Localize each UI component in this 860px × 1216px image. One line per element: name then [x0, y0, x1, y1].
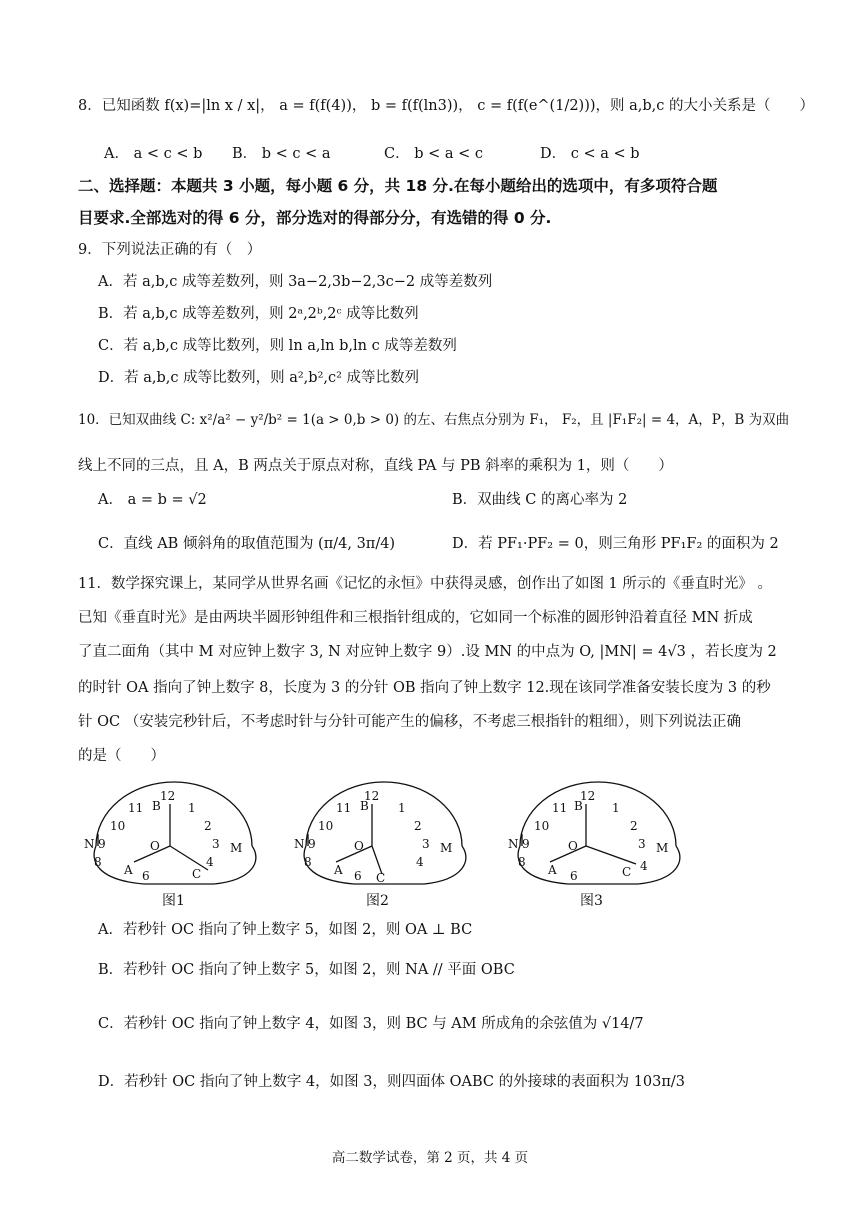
label-c: C: [192, 867, 202, 881]
q9-option-c: C．若 a,b,c 成等比数列，则 ln a,ln b,ln c 成等差数列: [98, 338, 457, 354]
label-n: N: [508, 837, 519, 851]
clock-figure-2: [294, 780, 474, 890]
q11-option-d: D．若秒针 OC 指向了钟上数字 4，如图 3，则四面体 OABC 的外接球的表面积为 103π/3: [98, 1074, 686, 1090]
label-a: A: [124, 863, 133, 877]
section2-line2: 目要求.全部选对的得 6 分，部分选对的得部分分，有选错的得 0 分.: [78, 209, 552, 227]
num-8: 8: [518, 855, 526, 869]
num-6: 6: [142, 869, 150, 883]
q11-line-4: 的时针 OA 指向了钟上数字 8，长度为 3 的分针 OB 指向了钟上数字 12.现在该同学准备安装长度为 3 的秒: [78, 680, 771, 696]
num-12: 12: [580, 789, 596, 803]
q8-stem: 8．已知函数 f(x)=|ln x / x|， a = f(f(4))， b = f(f(ln3))， c = f(f(e^(1/2)))，则 a,b,c 的大小关系是（ ）: [78, 98, 815, 114]
num-2: 2: [630, 819, 638, 833]
num-11: 11: [128, 801, 144, 815]
q11-line-5: 针 OC （安装完秒针后，不考虑时针与分针可能产生的偏移，不考虑三根指针的粗细），则下列说法正确: [78, 714, 741, 730]
figure-caption-3: 图3: [580, 893, 603, 909]
num-4: 4: [416, 855, 424, 869]
clock-upper-semicircle: [306, 782, 462, 846]
label-a: A: [334, 863, 343, 877]
second-hand-oc: [372, 846, 382, 874]
num-1: 1: [188, 801, 196, 815]
q11-option-b: B．若秒针 OC 指向了钟上数字 5，如图 2，则 NA // 平面 OBC: [98, 962, 515, 978]
page-footer: 高二数学试卷，第 2 页，共 4 页: [331, 1150, 529, 1166]
num-9: 9: [522, 837, 530, 851]
num-6: 6: [570, 869, 578, 883]
num-4: 4: [640, 859, 648, 873]
q10-stem-2: 线上不同的三点，且 A，B 两点关于原点对称，直线 PA 与 PB 斜率的乘积为 1，则（ ）: [78, 458, 673, 474]
num-1: 1: [612, 801, 620, 815]
q11-line-2: 已知《垂直时光》是由两块半圆形钟组件和三根指针组成的，它如同一个标准的圆形钟沿着直径 MN 折成: [78, 610, 753, 626]
second-hand-oc: [586, 846, 636, 864]
label-o: O: [354, 839, 364, 853]
q11-line-6: 的是（ ）: [78, 748, 165, 764]
q9-stem: 9．下列说法正确的有（ ）: [78, 242, 262, 258]
clock-upper-semicircle: [520, 782, 676, 846]
label-m: M: [440, 841, 453, 855]
q10-stem-1: 10．已知双曲线 C: x²/a² − y²/b² = 1(a > 0,b > 0) 的左、右焦点分别为 F₁， F₂，且 |F₁F₂| = 4，A，P，B 为双曲: [78, 412, 790, 428]
label-o: O: [568, 839, 578, 853]
num-9: 9: [98, 837, 106, 851]
num-2: 2: [204, 819, 212, 833]
num-8: 8: [94, 855, 102, 869]
label-m: M: [230, 841, 243, 855]
q10-option-b: B．双曲线 C 的离心率为 2: [452, 492, 628, 508]
num-2: 2: [414, 819, 422, 833]
clock-figure-3: [508, 780, 688, 890]
num-6: 6: [354, 869, 362, 883]
label-a: A: [548, 863, 557, 877]
num-3: 3: [638, 837, 646, 851]
figure-caption-1: 图1: [162, 893, 185, 909]
num-1: 1: [398, 801, 406, 815]
q8-option-a: A． a < c < b: [104, 146, 203, 162]
q10-option-d: D．若 PF₁·PF₂ = 0，则三角形 PF₁F₂ 的面积为 2: [452, 536, 779, 552]
num-12: 12: [364, 789, 380, 803]
label-m: M: [656, 841, 669, 855]
clock-figure-1: [84, 780, 264, 890]
label-c: C: [376, 871, 386, 885]
num-8: 8: [304, 855, 312, 869]
q10-option-c: C．直线 AB 倾斜角的取值范围为 (π/4, 3π/4): [98, 536, 396, 552]
label-n: N: [294, 837, 305, 851]
num-12: 12: [160, 789, 176, 803]
num-4: 4: [206, 855, 214, 869]
q8-option-b: B． b < c < a: [232, 146, 331, 162]
second-hand-oc: [170, 846, 208, 870]
q11-line-3: 了直二面角（其中 M 对应钟上数字 3, N 对应钟上数字 9）.设 MN 的中点为 O, |MN| = 4√3 ，若长度为 2: [78, 644, 777, 660]
q9-option-d: D．若 a,b,c 成等比数列，则 a²,b²,c² 成等比数列: [98, 370, 420, 386]
q8-option-d: D． c < a < b: [540, 146, 640, 162]
label-o: O: [150, 839, 160, 853]
q9-option-a: A．若 a,b,c 成等差数列，则 3a−2,3b−2,3c−2 成等差数列: [98, 274, 493, 290]
label-b: B: [152, 799, 161, 813]
section2-line1: 二、选择题：本题共 3 小题，每小题 6 分，共 18 分.在每小题给出的选项中，有多项符合题: [78, 177, 718, 195]
q11-option-c: C．若秒针 OC 指向了钟上数字 4，如图 3，则 BC 与 AM 所成角的余弦值为 √14/7: [98, 1016, 644, 1032]
q10-option-a: A． a = b = √2: [98, 492, 207, 508]
label-n: N: [84, 837, 95, 851]
num-10: 10: [318, 819, 334, 833]
num-11: 11: [552, 801, 568, 815]
label-b: B: [574, 799, 583, 813]
num-9: 9: [308, 837, 316, 851]
q11-option-a: A．若秒针 OC 指向了钟上数字 5，如图 2，则 OA ⊥ BC: [98, 922, 473, 938]
figure-caption-2: 图2: [366, 893, 389, 909]
num-10: 10: [534, 819, 550, 833]
q8-option-c: C． b < a < c: [384, 146, 483, 162]
q11-line-1: 11．数学探究课上，某同学从世界名画《记忆的永恒》中获得灵感，创作出了如图 1 所示的《垂直时光》 。: [78, 576, 772, 592]
label-c: C: [622, 865, 632, 879]
q9-option-b: B．若 a,b,c 成等差数列，则 2ᵃ,2ᵇ,2ᶜ 成等比数列: [98, 306, 419, 322]
num-11: 11: [336, 801, 352, 815]
num-3: 3: [212, 837, 220, 851]
label-b: B: [360, 799, 369, 813]
num-3: 3: [422, 837, 430, 851]
num-10: 10: [110, 819, 126, 833]
